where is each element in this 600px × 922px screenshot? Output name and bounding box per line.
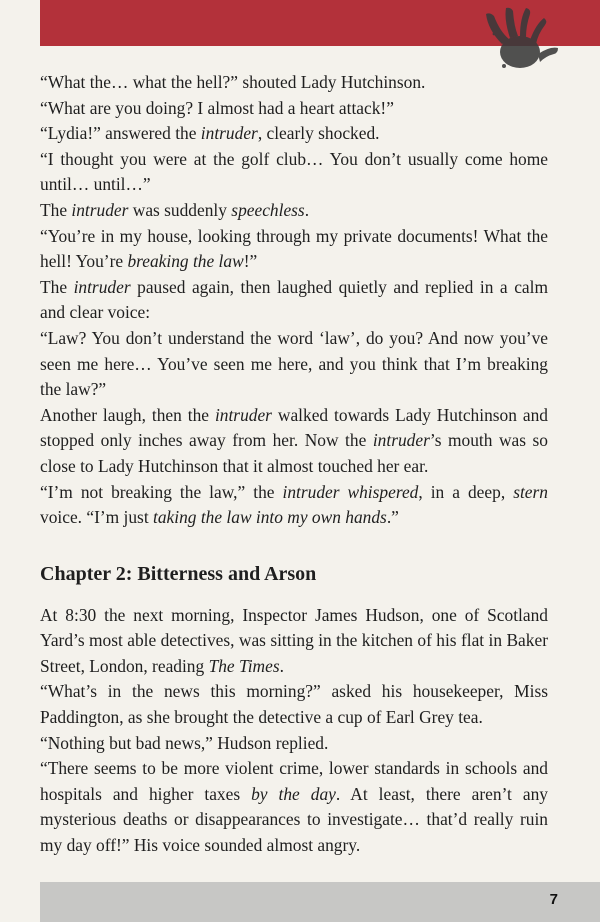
chapter-1-paragraph: “I thought you were at the golf club… You don’t usually come home until… until…”: [40, 148, 548, 195]
italic-text: intruder: [73, 276, 131, 297]
chapter-1-ending: [40, 70, 548, 531]
chapter-2-paragraph: At 8:30 the next morning, Inspector James Hudson, one of Scotland Yard’s most able detectives, was sitting in the kitchen of his flat in Baker Street, London, reading The Times.: [40, 604, 548, 676]
italic-text: intruder: [372, 430, 430, 451]
chapter-1-paragraph: “What the… what the hell?” shouted Lady Hutchinson.: [40, 72, 426, 92]
chapter-1-paragraph: “I’m not breaking the law,” the intruder whispered, in a deep, stern voice. “I’m just taking the law into my own hands.”: [40, 481, 548, 528]
handprint-icon: [474, 4, 564, 76]
chapter-1-paragraph: “Law? You don’t understand the word ‘law’, do you? And now you’ve seen me here… You’ve seen me here, and you think that I’m breaking the law?”: [40, 327, 548, 400]
page-number: 7: [549, 891, 558, 908]
chapter-1-paragraph: “Lydia!” answered the intruder, clearly shocked.: [40, 123, 380, 144]
footer-bar: [40, 882, 600, 922]
italic-text: taking the law into my own hands: [153, 507, 387, 528]
page-body: [40, 70, 548, 859]
italic-text: intruder: [214, 404, 272, 425]
chapter-heading: Chapter 2: Bitterness and Arson: [40, 562, 317, 585]
chapter-2-paragraph: “Nothing but bad news,” Hudson replied.: [40, 732, 329, 753]
chapter-1-paragraph: Another laugh, then the intruder walked towards Lady Hutchinson and stopped only inches away from her. Now the intruder’s mouth was so close to Lady Hutchinson that it almost touched her ear.: [40, 404, 548, 476]
italic-text: intruder: [200, 123, 258, 144]
italic-text: stern: [513, 481, 548, 502]
italic-text: intruder whispered: [282, 481, 419, 502]
italic-text: intruder: [71, 199, 129, 220]
italic-text: speechless: [231, 199, 305, 220]
chapter-1-paragraph: “You’re in my house, looking through my private documents! What the hell! You’re breaking the law!”: [40, 225, 548, 272]
chapter-2-text: [40, 603, 548, 859]
italic-text: by the day: [251, 783, 336, 804]
italic-text: The Times: [208, 655, 280, 676]
chapter-1-paragraph: The intruder paused again, then laughed quietly and replied in a calm and clear voice:: [40, 276, 548, 323]
italic-text: breaking the law: [127, 251, 244, 272]
chapter-2-paragraph: “What’s in the news this morning?” asked his housekeeper, Miss Paddington, as she brought the detective a cup of Earl Grey tea.: [40, 681, 548, 728]
chapter-1-paragraph: The intruder was suddenly speechless.: [40, 199, 310, 220]
chapter-1-paragraph: “What are you doing? I almost had a heart attack!”: [40, 97, 394, 118]
chapter-2-paragraph: “There seems to be more violent crime, lower standards in schools and hospitals and higher taxes by the day. At least, there aren’t any mysterious deaths or disappearances to investigate… that’d really ruin my day off!” His voice sounded almost angry.: [40, 758, 548, 856]
